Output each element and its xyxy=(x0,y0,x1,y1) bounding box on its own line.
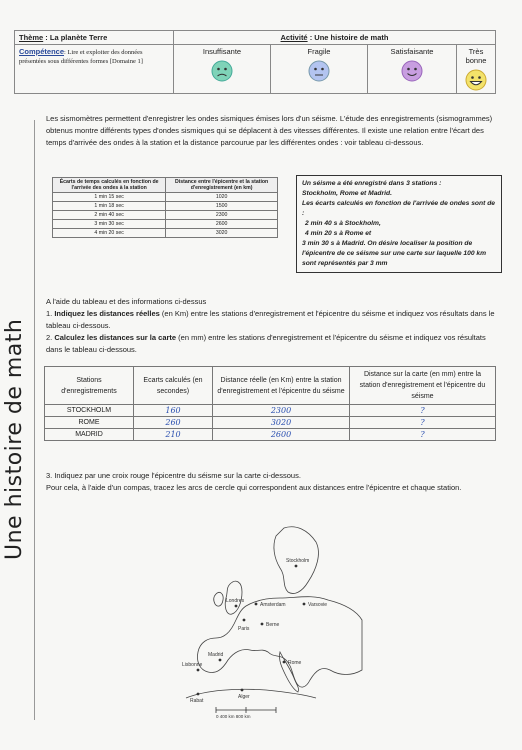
answer-header-time: Ecarts calculés (en secondes) xyxy=(134,367,213,405)
city-varsovie: Varsovie xyxy=(308,602,328,608)
city-rome: Rome xyxy=(288,660,302,666)
level-satisfaisante xyxy=(368,45,457,94)
city-amsterdam: Amsterdam xyxy=(260,602,286,608)
city-alger: Alger xyxy=(238,694,250,700)
table-row: 4 min 20 sec 3020 xyxy=(53,229,278,238)
question-3: 3. Indiquez par une croix rouge l'épicentre du séisme sur la carte ci-dessous. Pour cela, à l'aide d'un compas, tracez les arcs de cercle qui correspondent aux distances entre l'épicentre et chaque station. xyxy=(46,471,462,492)
activity-cell xyxy=(174,31,496,45)
city-berne: Berne xyxy=(266,622,280,628)
city-lisbonne: Lisbonne xyxy=(182,662,203,668)
ireland-coast xyxy=(214,592,224,606)
level-insuffisante xyxy=(174,45,271,94)
table-row: 1 min 18 sec 1500 xyxy=(53,202,278,211)
competence-label: Compétence xyxy=(19,47,65,56)
ref-header-time: Écarts de temps calculés en fonction de l'arrivée des ondes à la station xyxy=(53,178,166,193)
margin-line xyxy=(34,120,35,720)
continent-coast xyxy=(197,597,362,687)
map-scale-label: 0 400 km 800 km xyxy=(216,714,251,719)
activity-label: Activité xyxy=(280,33,308,42)
city-londres: Londres xyxy=(226,598,245,604)
theme-cell xyxy=(15,31,174,45)
table-row: MADRID 210 2600 ? xyxy=(45,429,496,441)
city-rabat: Rabat xyxy=(190,698,204,704)
answer-header-real-distance: Distance réelle (en Km) entre la station d'enregistrement et l'épicentre du séisme xyxy=(213,367,350,405)
question-1: 1. Indiquez les distances réelles (en Km) entre les stations d'enregistrement et l'épicentre du séisme et indiquez vos résultats dans le tableau ci-dessous. xyxy=(46,309,495,330)
table-row: 1 min 15 sec 1020 xyxy=(53,193,278,202)
city-stockholm: Stockholm xyxy=(286,558,310,564)
table-row: ROME 260 3020 ? xyxy=(45,417,496,429)
happy-face-icon xyxy=(401,60,423,82)
activity-value: : Une histoire de math xyxy=(309,33,389,42)
earthquake-info-box: Un séisme a été enregistré dans 3 stations : Stockholm, Rome et Madrid. Les écarts calculés en fonction de l'arrivée de ondes sont de : 2 min 40 s à Stockholm, 4 min 20 s à Rome et 3 min 30 s à Madrid. On désire localiser la position de l'épicentre de ce séisme sur une carte sur laquelle 100 km sont représentés par 3 mm xyxy=(296,175,502,273)
competence-cell xyxy=(15,45,174,94)
questions-block xyxy=(46,296,500,356)
table-row: 2 min 40 sec 2300 xyxy=(53,211,278,220)
answer-table xyxy=(44,366,496,441)
reference-table xyxy=(52,177,278,238)
intro-paragraph: Les sismomètres permettent d'enregistrer les ondes sismiques émises lors d'un séisme. L'étude des enregistrements (sismogrammes) obtenus montre différents types d'ondes sismiques qui se déplacent à des vitesses différentes. Il existe une relation entre l'écart des temps d'arrivée des ondes à la station et la distance parcourue par les différentes ondes : voir tableau ci-dessous. xyxy=(46,114,493,147)
europe-map[interactable] xyxy=(176,520,364,720)
level-label: Très bonne xyxy=(465,47,487,65)
ref-header-distance: Distance entre l'épicentre et la station d'enregistrement (en km) xyxy=(166,178,278,193)
questions-intro: A l'aide du tableau et des informations ci-dessus xyxy=(46,297,207,306)
table-row: 3 min 30 sec 2600 xyxy=(53,220,278,229)
answer-header-station: Stations d'enregistrements xyxy=(45,367,134,405)
side-title: Une histoire de math xyxy=(2,318,27,560)
level-label: Fragile xyxy=(307,47,331,56)
level-label: Satisfaisante xyxy=(390,47,434,56)
competence-value: : Lire et exploiter des données présentées sous différentes formes [Domaine 1] xyxy=(19,49,143,65)
very-happy-face-icon xyxy=(465,69,487,91)
map-scale xyxy=(216,707,276,713)
answer-header-map-distance: Distance sur la carte (en mm) entre la station d'enregistrement et l'épicentre du séisme xyxy=(350,367,496,405)
level-label: Insuffisante xyxy=(202,47,242,56)
theme-label: Thème xyxy=(19,33,44,42)
neutral-face-icon xyxy=(308,60,330,82)
italy-coast xyxy=(279,652,298,692)
header-table xyxy=(14,30,496,94)
level-fragile xyxy=(271,45,368,94)
level-tres-bonne xyxy=(457,45,496,94)
city-paris: Paris xyxy=(238,626,250,632)
sad-face-icon xyxy=(211,60,233,82)
theme-value: : La planète Terre xyxy=(45,33,108,42)
question-2: 2. Calculez les distances sur la carte (en mm) entre les stations d'enregistrement et l'épicentre du séisme et indiquez vos résultats dans le tableau ci-dessous. xyxy=(46,333,486,354)
city-madrid: Madrid xyxy=(208,652,224,658)
table-row: STOCKHOLM 160 2300 ? xyxy=(45,405,496,417)
